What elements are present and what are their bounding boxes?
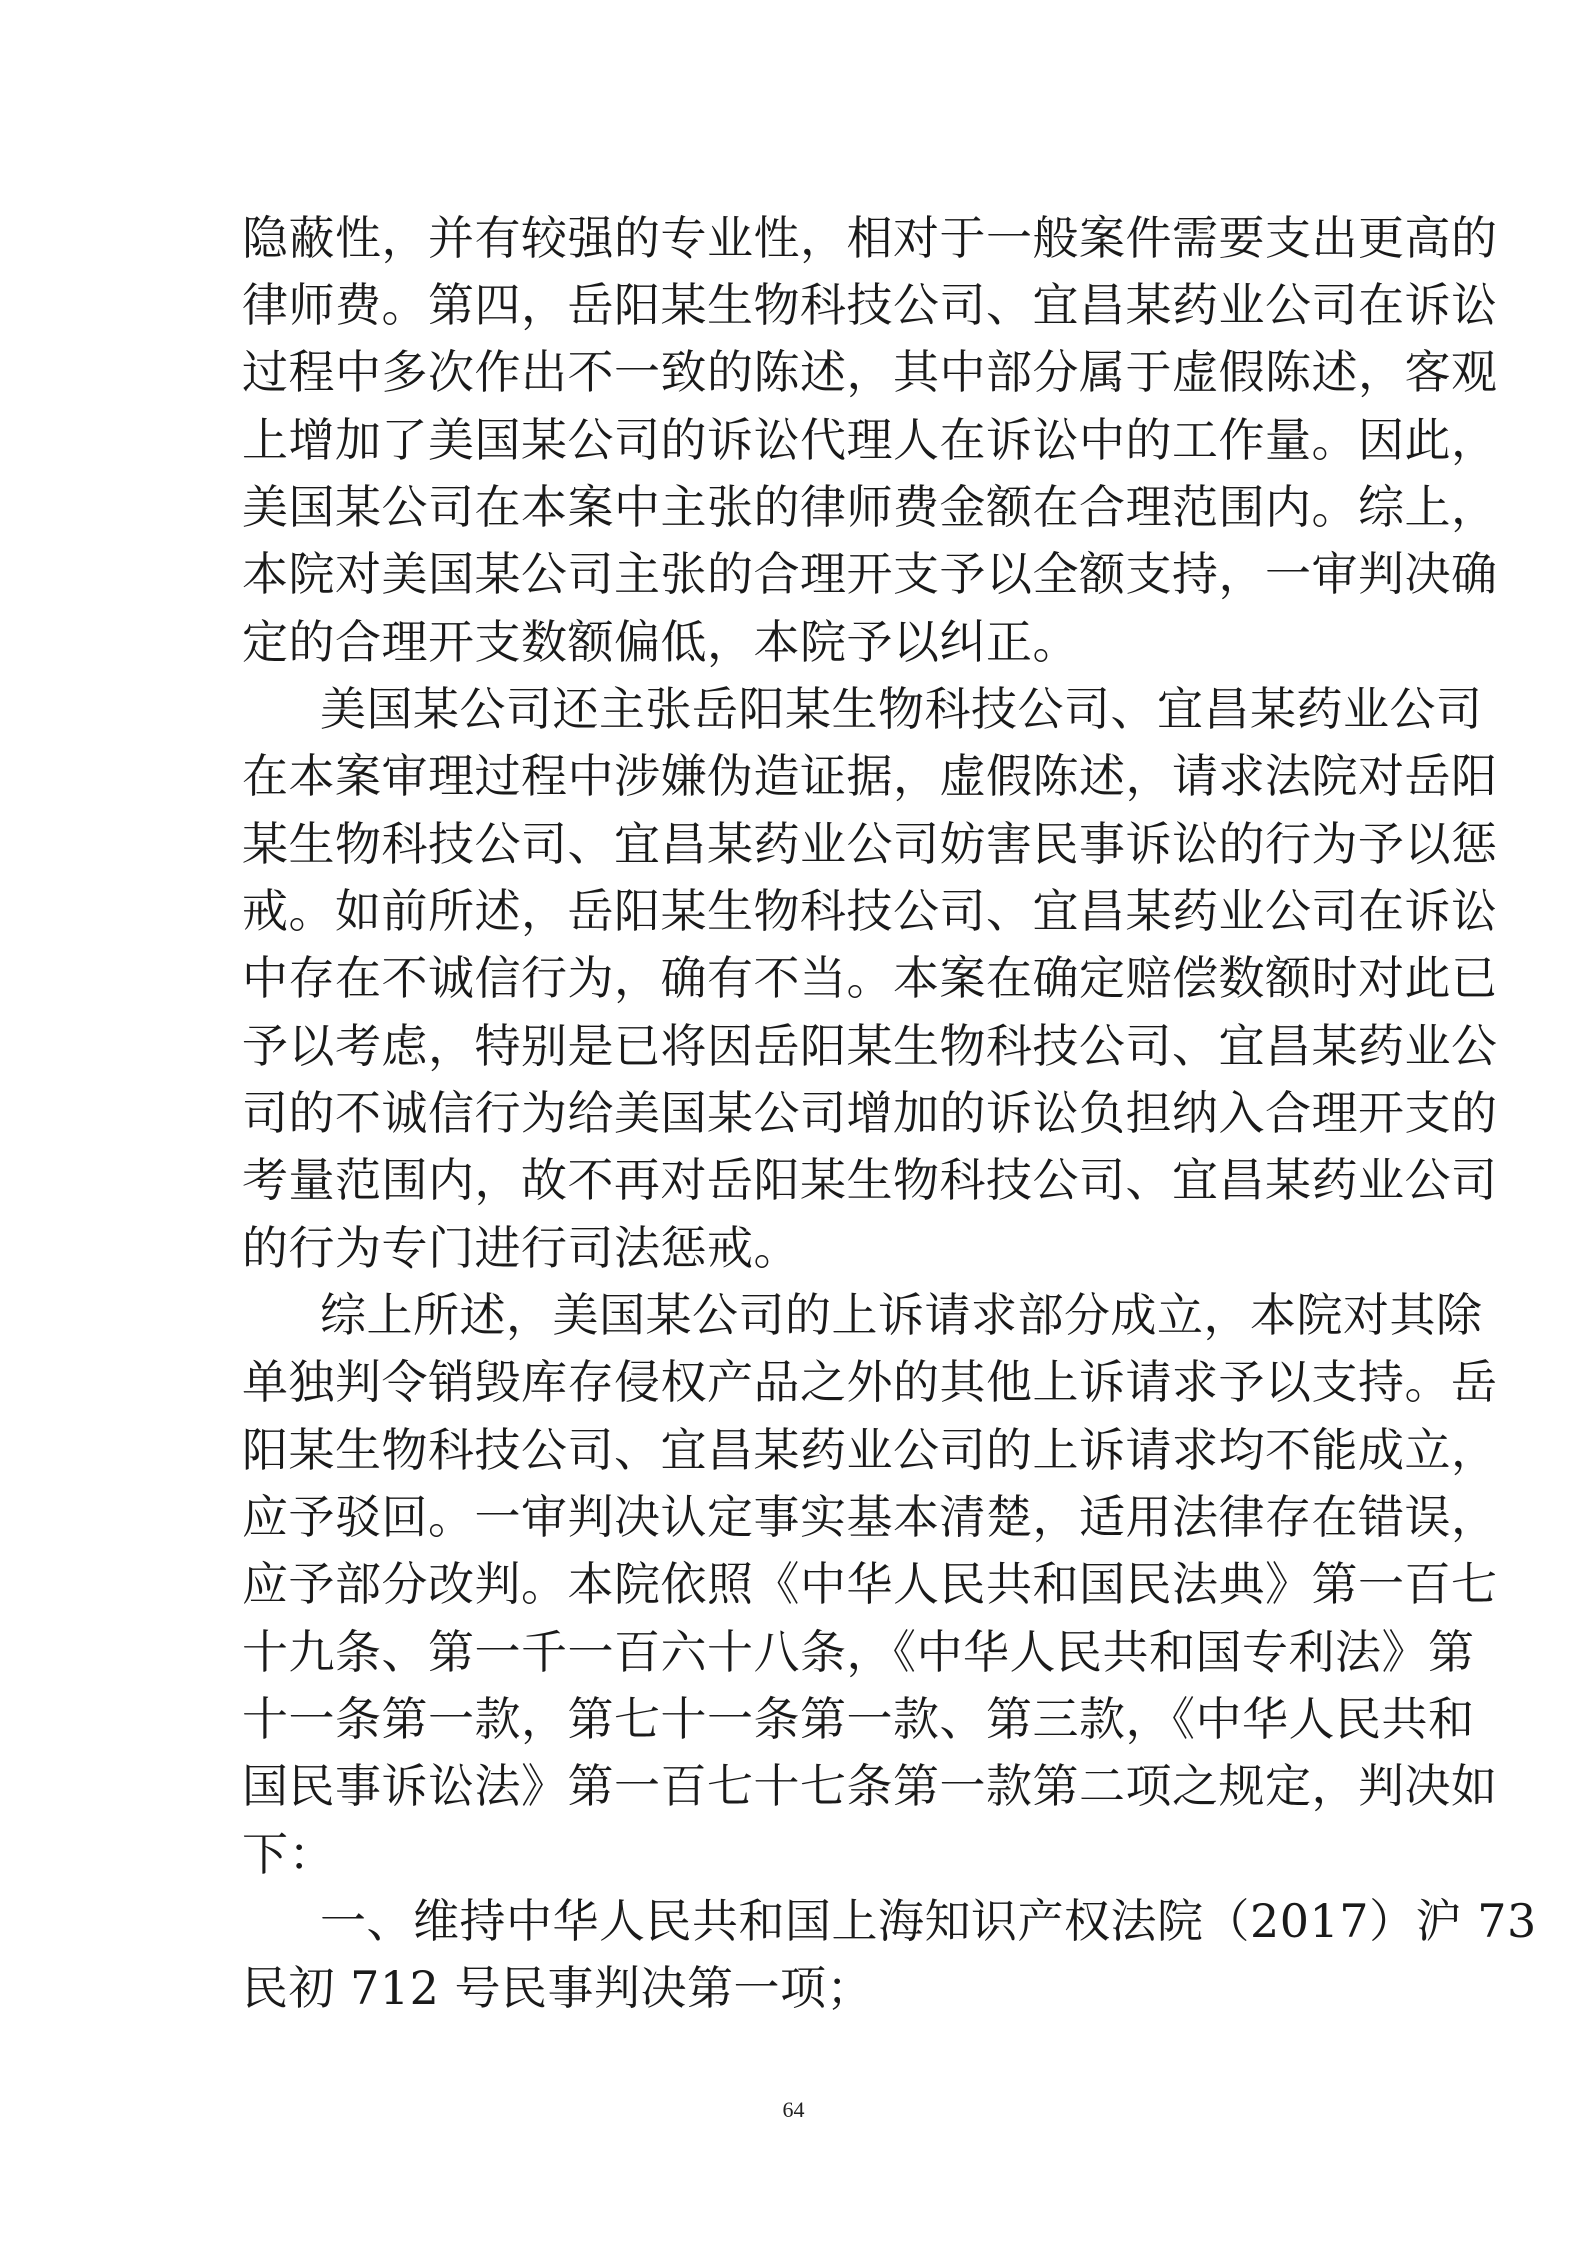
- text-line: 十九条、第一千一百六十八条，《中华人民共和国专利法》第: [242, 1625, 1475, 1679]
- text-line: 司的不诚信行为给美国某公司增加的诉讼负担纳入合理开支的: [242, 1086, 1498, 1140]
- text-line: 过程中多次作出不一致的陈述，其中部分属于虚假陈述，客观: [242, 345, 1498, 399]
- text-line: 阳某生物科技公司、宜昌某药业公司的上诉请求均不能成立，: [242, 1423, 1498, 1477]
- text-line: 定的合理开支数额偏低，本院予以纠正。: [242, 615, 1079, 669]
- text-line: 十一条第一款，第七十一条第一款、第三款，《中华人民共和: [242, 1692, 1475, 1746]
- paragraph-first-line: 综上所述，美国某公司的上诉请求部分成立，本院对其除: [320, 1288, 1483, 1342]
- text-line: 考量范围内，故不再对岳阳某生物科技公司、宜昌某药业公司: [242, 1153, 1498, 1207]
- paragraph-first-line: 一、维持中华人民共和国上海知识产权法院（2017）沪 73: [320, 1894, 1537, 1948]
- paragraph-first-line: 美国某公司还主张岳阳某生物科技公司、宜昌某药业公司: [320, 682, 1483, 736]
- text-line: 下：: [242, 1827, 335, 1881]
- text-line: 予以考虑，特别是已将因岳阳某生物科技公司、宜昌某药业公: [242, 1019, 1498, 1073]
- text-line: 应予驳回。一审判决认定事实基本清楚，适用法律存在错误，: [242, 1490, 1498, 1544]
- text-line: 应予部分改判。本院依照《中华人民共和国民法典》第一百七: [242, 1557, 1498, 1611]
- text-line: 中存在不诚信行为，确有不当。本案在确定赔偿数额时对此已: [242, 951, 1498, 1005]
- text-line: 某生物科技公司、宜昌某药业公司妨害民事诉讼的行为予以惩: [242, 817, 1498, 871]
- page-number: 64: [782, 2097, 805, 2122]
- text-line: 美国某公司在本案中主张的律师费金额在合理范围内。综上，: [242, 480, 1498, 534]
- text-line: 民初 712 号民事判决第一项；: [242, 1961, 874, 2015]
- text-line: 国民事诉讼法》第一百七十七条第一款第二项之规定，判决如: [242, 1759, 1498, 1813]
- text-line: 在本案审理过程中涉嫌伪造证据，虚假陈述，请求法院对岳阳: [242, 749, 1498, 803]
- text-line: 本院对美国某公司主张的合理开支予以全额支持，一审判决确: [242, 547, 1498, 601]
- text-line: 单独判令销毁库存侵权产品之外的其他上诉请求予以支持。岳: [242, 1355, 1498, 1409]
- text-line: 戒。如前所述，岳阳某生物科技公司、宜昌某药业公司在诉讼: [242, 884, 1498, 938]
- text-line: 隐蔽性，并有较强的专业性，相对于一般案件需要支出更高的: [242, 211, 1498, 265]
- text-line: 的行为专门进行司法惩戒。: [242, 1221, 800, 1275]
- text-line: 上增加了美国某公司的诉讼代理人在诉讼中的工作量。因此，: [242, 413, 1498, 467]
- text-line: 律师费。第四，岳阳某生物科技公司、宜昌某药业公司在诉讼: [242, 278, 1498, 332]
